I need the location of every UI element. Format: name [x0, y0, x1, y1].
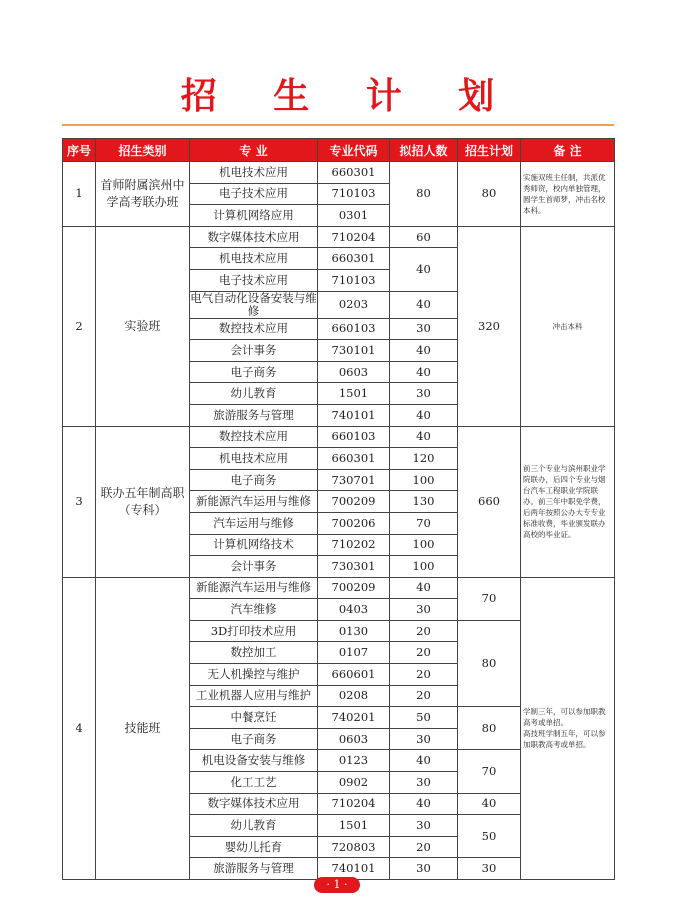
code-cell: 0301: [318, 205, 390, 227]
major-cell: 会计事务: [190, 340, 318, 362]
note-cell: 实施双班主任制，共派优秀师资，校内单独管理，圆学生首师梦，冲击名校本科。: [521, 162, 615, 227]
plan-cell: 320: [458, 226, 521, 426]
code-cell: 0107: [318, 642, 390, 664]
major-cell: 无人机操控与维护: [190, 664, 318, 686]
major-cell: 工业机器人应用与维护: [190, 685, 318, 707]
major-cell: 计算机网络技术: [190, 534, 318, 556]
major-cell: 机电设备安装与维修: [190, 750, 318, 772]
count-cell: 30: [390, 318, 458, 340]
plan-cell: 660: [458, 426, 521, 577]
row-no: 4: [63, 577, 96, 879]
count-cell: 20: [390, 685, 458, 707]
code-cell: 0123: [318, 750, 390, 772]
major-cell: 数控技术应用: [190, 318, 318, 340]
header-count: 拟招人数: [390, 139, 458, 162]
count-cell: 100: [390, 469, 458, 491]
header-category: 招生类别: [96, 139, 190, 162]
header-major: 专 业: [190, 139, 318, 162]
major-cell: 数控加工: [190, 642, 318, 664]
major-cell: 机电技术应用: [190, 248, 318, 270]
count-cell: 70: [390, 512, 458, 534]
code-cell: 0902: [318, 772, 390, 794]
code-cell: 660301: [318, 162, 390, 184]
code-cell: 710204: [318, 226, 390, 248]
count-cell: 30: [390, 772, 458, 794]
header-note: 备 注: [521, 139, 615, 162]
row-no: 3: [63, 426, 96, 577]
table-row: [63, 577, 615, 599]
note-cell: 学制三年，可以参加职教高考或单招。 高技班学制五年，可以参加职教高考或单招。: [521, 577, 615, 879]
major-cell: 数控技术应用: [190, 426, 318, 448]
code-cell: 660103: [318, 426, 390, 448]
major-cell: 婴幼儿托育: [190, 836, 318, 858]
count-cell: 40: [390, 577, 458, 599]
table-row: [63, 426, 615, 448]
count-cell: 40: [390, 361, 458, 383]
row-no: 2: [63, 226, 96, 426]
major-cell: 电子技术应用: [190, 269, 318, 291]
plan-cell: 80: [458, 707, 521, 750]
major-cell: 3D打印技术应用: [190, 620, 318, 642]
code-cell: 0130: [318, 620, 390, 642]
plan-cell: 70: [458, 577, 521, 620]
major-cell: 计算机网络应用: [190, 205, 318, 227]
category-cell: 首师附属滨州中学高考联办班: [96, 162, 190, 227]
major-cell: 电子商务: [190, 361, 318, 383]
code-cell: 720803: [318, 836, 390, 858]
code-cell: 710202: [318, 534, 390, 556]
code-cell: 660301: [318, 448, 390, 470]
plan-cell: 50: [458, 815, 521, 858]
count-cell: 20: [390, 836, 458, 858]
count-cell: 20: [390, 642, 458, 664]
code-cell: 660301: [318, 248, 390, 270]
page-number: · 1 ·: [314, 877, 360, 893]
table-header-row: [63, 139, 615, 162]
code-cell: 700209: [318, 491, 390, 513]
code-cell: 0208: [318, 685, 390, 707]
code-cell: 0603: [318, 361, 390, 383]
table-row: [63, 162, 615, 184]
plan-cell: 70: [458, 750, 521, 793]
major-cell: 旅游服务与管理: [190, 858, 318, 880]
major-cell: 电子技术应用: [190, 183, 318, 205]
plan-cell: 80: [458, 620, 521, 706]
row-no: 1: [63, 162, 96, 227]
count-cell: 40: [390, 340, 458, 362]
major-cell: 新能源汽车运用与维修: [190, 491, 318, 513]
code-cell: 700206: [318, 512, 390, 534]
enrollment-plan-table: [62, 138, 615, 880]
code-cell: 710103: [318, 183, 390, 205]
major-cell: 数字媒体技术应用: [190, 793, 318, 815]
table-row: [63, 226, 615, 248]
note-cell: 前三个专业与滨州职业学院联办，后四个专业与烟台汽车工程职业学院联办。前三年中职免学费，后两年按照公办大专专业标准收费，毕业颁发联办高校的毕业证。: [521, 426, 615, 577]
category-cell: 技能班: [96, 577, 190, 879]
major-cell: 电子商务: [190, 728, 318, 750]
count-cell: 30: [390, 815, 458, 837]
plan-cell: 40: [458, 793, 521, 815]
major-cell: 机电技术应用: [190, 162, 318, 184]
major-cell: 中餐烹饪: [190, 707, 318, 729]
major-cell: 旅游服务与管理: [190, 404, 318, 426]
count-cell: 30: [390, 599, 458, 621]
category-cell: 联办五年制高职（专科）: [96, 426, 190, 577]
count-cell: 20: [390, 664, 458, 686]
count-cell: 40: [390, 291, 458, 318]
code-cell: 660601: [318, 664, 390, 686]
title-divider: [62, 124, 614, 126]
code-cell: 730301: [318, 556, 390, 578]
major-cell: 机电技术应用: [190, 448, 318, 470]
major-cell: 幼儿教育: [190, 815, 318, 837]
major-cell: 数字媒体技术应用: [190, 226, 318, 248]
major-cell: 化工工艺: [190, 772, 318, 794]
major-cell: 幼儿教育: [190, 383, 318, 405]
count-cell: 30: [390, 383, 458, 405]
code-cell: 1501: [318, 815, 390, 837]
count-cell: 30: [390, 858, 458, 880]
code-cell: 0203: [318, 291, 390, 318]
code-cell: 660103: [318, 318, 390, 340]
code-cell: 710204: [318, 793, 390, 815]
count-cell: 40: [390, 404, 458, 426]
note-cell: 冲击本科: [521, 226, 615, 426]
count-cell: 40: [390, 750, 458, 772]
code-cell: 740101: [318, 404, 390, 426]
code-cell: 0603: [318, 728, 390, 750]
plan-cell: 80: [458, 162, 521, 227]
code-cell: 740201: [318, 707, 390, 729]
major-cell: 汽车运用与维修: [190, 512, 318, 534]
plan-cell: 30: [458, 858, 521, 880]
major-cell: 电气自动化设备安装与维修: [190, 290, 317, 318]
count-cell: 30: [390, 728, 458, 750]
code-cell: 740101: [318, 858, 390, 880]
major-cell: 汽车维修: [190, 599, 318, 621]
code-cell: 730101: [318, 340, 390, 362]
count-cell: 50: [390, 707, 458, 729]
major-cell: 新能源汽车运用与维修: [190, 577, 318, 599]
count-cell: 40: [390, 793, 458, 815]
category-cell: 实验班: [96, 226, 190, 426]
count-cell: 100: [390, 556, 458, 578]
header-plan: 招生计划: [458, 139, 521, 162]
code-cell: 730701: [318, 469, 390, 491]
code-cell: 700209: [318, 577, 390, 599]
count-cell: 20: [390, 620, 458, 642]
count-cell: 60: [390, 226, 458, 248]
code-cell: 710103: [318, 269, 390, 291]
code-cell: 0403: [318, 599, 390, 621]
page-title: 招 生 计 划: [180, 76, 517, 117]
header-no: 序号: [63, 139, 96, 162]
count-cell: 40: [390, 426, 458, 448]
major-cell: 电子商务: [190, 469, 318, 491]
count-cell: 130: [390, 491, 458, 513]
count-cell: 40: [390, 248, 458, 291]
count-cell: 80: [390, 162, 458, 227]
count-cell: 100: [390, 534, 458, 556]
code-cell: 1501: [318, 383, 390, 405]
count-cell: 120: [390, 448, 458, 470]
major-cell: 会计事务: [190, 556, 318, 578]
header-code: 专业代码: [318, 139, 390, 162]
